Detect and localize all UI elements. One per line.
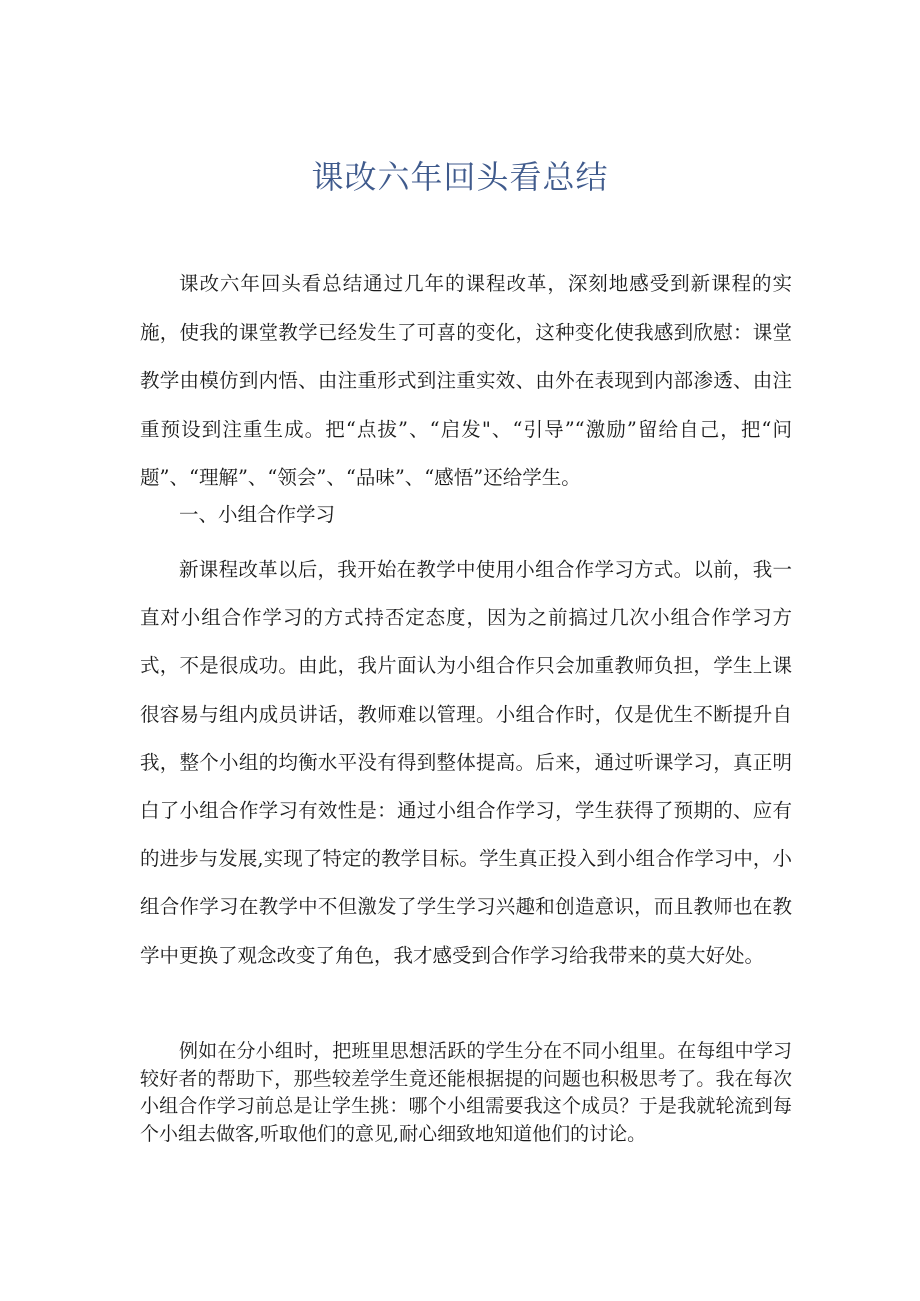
section-heading: 一、小组合作学习 [179, 503, 336, 526]
page-title: 课改六年回头看总结 [311, 158, 609, 196]
example-paragraph: 例如在分小组时，把班里思想活跃的学生分在不同小组里。在每组中学习较好者的帮助下，那些较差学生竟还能根据提的问题也积极思考了。我在每次小组合作学习前总是让学生挑：哪个小组需要我这个成员？于是我就轮流到每个小组去做客,听取他们的意见,耐心细致地知道他们的讨论。 [140, 1040, 792, 1145]
section-body-paragraph: 新课程改革以后，我开始在教学中使用小组合作学习方式。以前，我一直对小组合作学习的方式持否定态度，因为之前搞过几次小组合作学习方式，不是很成功。由此，我片面认为小组合作只会加重教师负担，学生上课很容易与组内成员讲话，教师难以管理。小组合作时，仅是优生不断提升自我，整个小组的均衡水平没有得到整体提高。后来，通过听课学习，真正明白了小组合作学习有效性是：通过小组合作学习，学生获得了预期的、应有的进步与发展,实现了特定的教学目标。学生真正投入到小组合作学习中，小组合作学习在教学中不但激发了学生学习兴趣和创造意识，而且教师也在教学中更换了观念改变了角色，我才感受到合作学习给我带来的莫大好处。 [140, 558, 792, 967]
intro-paragraph: 课改六年回头看总结通过几年的课程改革，深刻地感受到新课程的实施，使我的课堂教学已经发生了可喜的变化，这种变化使我感到欣慰：课堂教学由模仿到内悟、由注重形式到注重实效、由外在表现到内部渗透、由注重预设到注重生成。把“点拔”、“启发"、“引导”“激励”留给自己，把“问题”、“理解”、“领会”、“品味”、“感悟”还给学生。 [140, 272, 792, 490]
